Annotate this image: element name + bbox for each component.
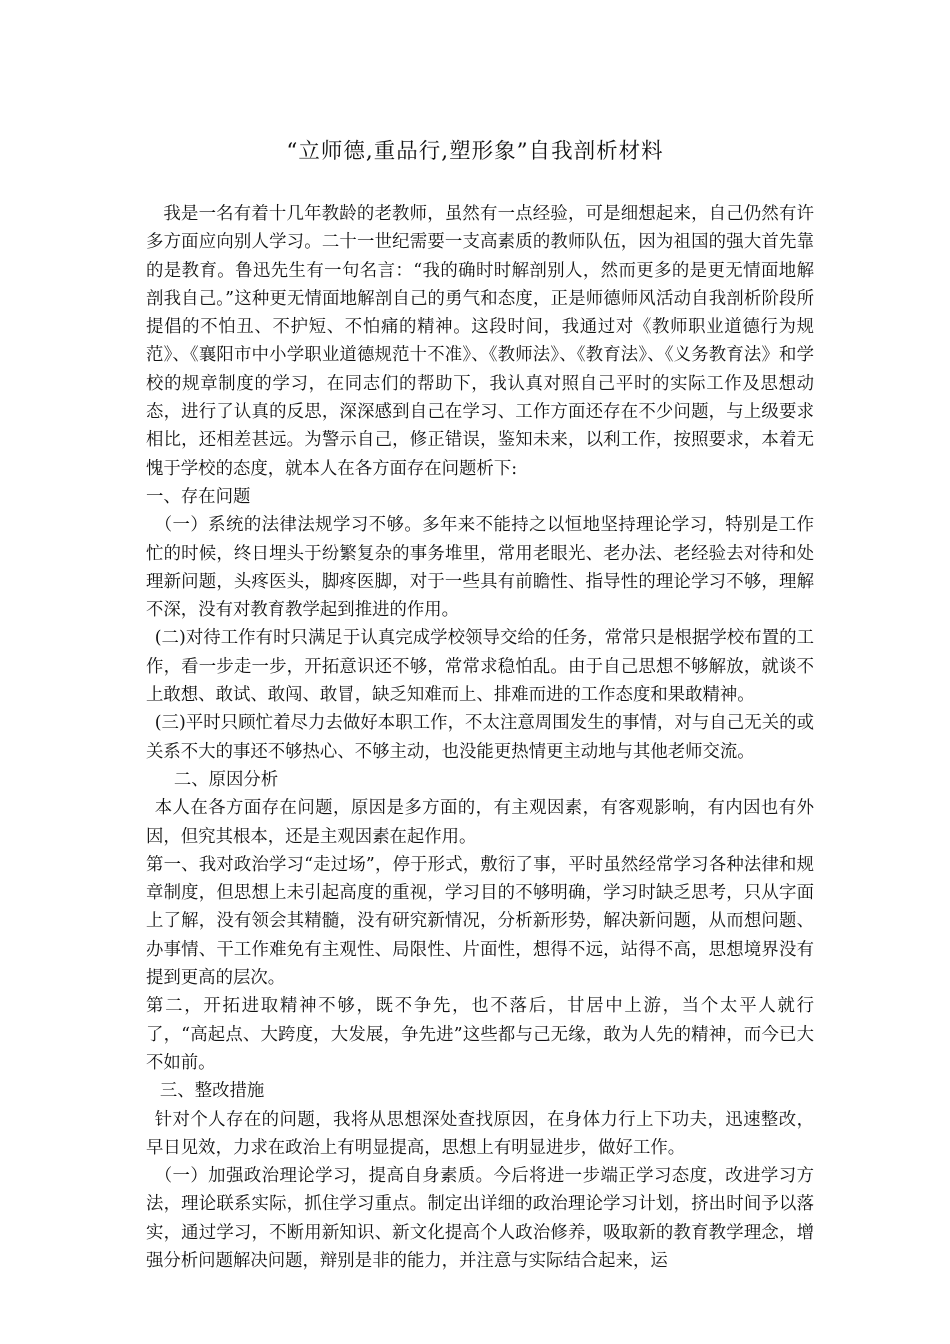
section-heading-problems: 一、存在问题 [146, 486, 251, 507]
cause-paragraph-1: 第一、我对政治学习“走过场”，停于形式，敷衍了事，平时虽然经常学习各种法律和规章制度，但思想上未引起高度的重视，学习目的不够明确，学习时缺乏思考，只从字面上了解，没有领会其精髓，没有研究新情况，分析新形势，解决新问题，从而想问题、办事情、干工作难免有主观性、局限性、片面性，想得不远，站得不高，思想境界没有提到更高的层次。 [146, 854, 814, 989]
problem-paragraph-2: (二)对待工作有时只满足于认真完成学校领导交给的任务，常常只是根据学校布置的工作，看一步走一步，开拓意识还不够，常常求稳怕乱。由于自己思想不够解放，就谈不上敢想、敢试、敢闯、敢冒，缺乏知难而上、排难而进的工作态度和果敢精神。 [146, 628, 814, 706]
document-title: “立师德,重品行,塑形象”自我剖析材料 [286, 139, 664, 164]
problem-paragraph-1: （一）系统的法律法规学习不够。多年来不能持之以恒地坚持理论学习，特别是工作忙的时候，终日埋头于纷繁复杂的事务堆里，常用老眼光、老办法、老经验去对待和处理新问题，头疼医头，脚疼医脚，对于一些具有前瞻性、指导性的理论学习不够，理解不深，没有对教育教学起到推进的作用。 [146, 515, 814, 621]
measures-paragraph-1: （一）加强政治理论学习，提高自身素质。今后将进一步端正学习态度，改进学习方法，理论联系实际，抓住学习重点。制定出详细的政治理论学习计划，挤出时间予以落实，通过学习，不断用新知识、新文化提高个人政治修养，吸取新的教育教学理念，增强分析问题解决问题，辩别是非的能力，并注意与实际结合起来，运 [146, 1166, 814, 1271]
cause-paragraph-2: 第二，开拓进取精神不够，既不争先，也不落后，甘居中上游，当个太平人就行了，“高起点、大跨度，大发展，争先进”这些都与己无缘，敢为人先的精神，而今已大不如前。 [146, 996, 814, 1073]
measures-paragraph-intro: 针对个人存在的问题，我将从思想深处查找原因，在身体力行上下功夫，迅速整改，早日见效，力求在政治上有明显提高，思想上有明显进步，做好工作。 [146, 1109, 814, 1158]
cause-paragraph-intro: 本人在各方面存在问题，原因是多方面的，有主观因素，有客观影响，有内因也有外因，但究其根本，还是主观因素在起作用。 [146, 798, 814, 847]
section-heading-causes: 二、原因分析 [173, 769, 279, 790]
section-heading-measures: 三、整改措施 [159, 1081, 265, 1102]
document-body [146, 200, 814, 1275]
problem-paragraph-3: (三)平时只顾忙着尽力去做好本职工作，不太注意周围发生的事情，对与自己无关的或关系不大的事还不够热心、不够主动，也没能更热情更主动地与其他老师交流。 [146, 713, 814, 762]
intro-paragraph: 我是一名有着十几年教龄的老教师，虽然有一点经验，可是细想起来，自己仍然有许多方面应向别人学习。二十一世纪需要一支高素质的教师队伍，因为祖国的强大首先靠的是教育。鲁迅先生有一句名言：“我的确时时解剖别人，然而更多的是更无情面地解剖我自己。”这种更无情面地解剖自己的勇气和态度，正是师德师风活动自我剖析阶段所提倡的不怕丑、不护短、不怕痛的精神。这段时间，我通过对《教师职业道德行为规范》、《襄阳市中小学职业道德规范十不准》、《教师法》、《教育法》、《义务教育法》和学校的规章制度的学习，在同志们的帮助下，我认真对照自己平时的实际工作及思想动态，进行了认真的反思，深深感到自己在学习、工作方面还存在不少问题，与上级要求相比，还相差甚远。为警示自己，修正错误，鉴知未来，以利工作，按照要求，本着无愧于学校的态度，就本人在各方面存在问题析下: [146, 204, 814, 479]
